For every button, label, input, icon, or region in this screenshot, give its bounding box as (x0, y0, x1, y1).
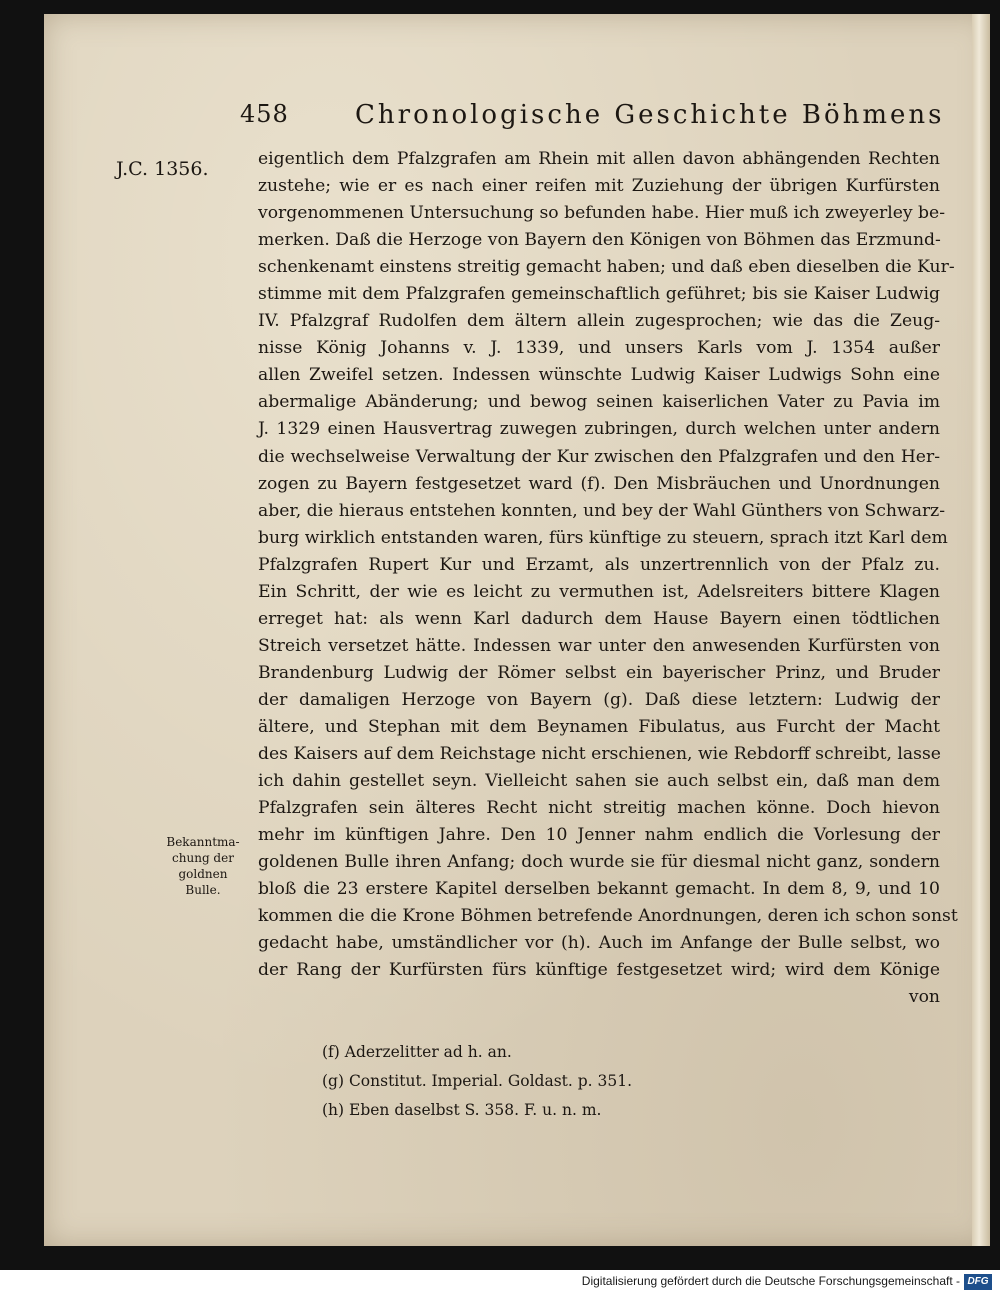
text-line: nisse König Johanns v. J. 1339, und unsers Karls vom J. 1354 außer (258, 338, 940, 359)
text-line: mehr im künftigen Jahre. Den 10 Jenner nahm endlich die Vorlesung der (258, 825, 940, 846)
text-line: gedacht habe, umständlicher vor (h). Auch im Anfange der Bulle selbst, wo (258, 933, 940, 954)
sidenote-line: Bekanntma- (166, 835, 240, 849)
text-line: schenkenamt einstens streitig gemacht haben; und daß eben dieselben die Kur- (258, 257, 955, 278)
text-line: Pfalzgrafen sein älteres Recht nicht streitig machen könne. Doch hievon (258, 798, 940, 819)
text-line: der damaligen Herzoge von Bayern (g). Daß diese letztern: Ludwig der (258, 689, 940, 710)
text-line: aber, die hieraus entstehen konnten, und bey der Wahl Günthers von Schwarz- (258, 500, 946, 521)
margin-year: J.C. 1356. (116, 158, 209, 180)
footer-credit: Digitalisierung gefördert durch die Deutsche Forschungsgemeinschaft - (581, 1274, 960, 1288)
text-line: IV. Pfalzgraf Rudolfen dem ältern allein zugesprochen; wie das die Zeug- (258, 311, 940, 332)
text-line: J. 1329 einen Hausvertrag zuwegen zubringen, durch welchen unter andern (258, 419, 940, 440)
text-line: Brandenburg Ludwig der Römer selbst ein bayerischer Prinz, und Bruder (258, 662, 940, 683)
footnotes (322, 1038, 742, 1125)
page-header (240, 96, 960, 136)
footer-bar (0, 1270, 1000, 1295)
sidenote-line: goldnen (178, 867, 228, 881)
body-text (258, 146, 958, 1012)
text-line: ältere, und Stephan mit dem Beynamen Fibulatus, aus Furcht der Macht (258, 716, 940, 737)
text-line: burg wirklich entstanden waren, fürs künftige zu steuern, sprach itzt Karl dem (258, 527, 948, 548)
text-line: von (908, 987, 940, 1008)
text-line: eigentlich dem Pfalzgrafen am Rhein mit allen davon abhängenden Rechten (258, 149, 940, 169)
margin-sidenote (160, 834, 246, 898)
text-line: merken. Daß die Herzoge von Bayern den Königen von Böhmen das Erzmund- (258, 230, 941, 251)
text-line: Pfalzgrafen Rupert Kur und Erzamt, als unzertrennlich von der Pfalz zu. (258, 554, 940, 575)
text-line: goldenen Bulle ihren Anfang; doch wurde sie für diesmal nicht ganz, sondern (258, 852, 940, 873)
dfg-logo: DFG (964, 1274, 992, 1290)
footnote: (f) Aderzelitter ad h. an. (322, 1043, 512, 1061)
text-line: vorgenommenen Untersuchung so befunden habe. Hier muß ich zweyerley be- (258, 203, 946, 224)
text-line: bloß die 23 erstere Kapitel derselben bekannt gemacht. In dem 8, 9, und 10 (258, 879, 940, 900)
text-line: zustehe; wie er es nach einer reifen mit Zuziehung der übrigen Kurfürsten (258, 176, 940, 197)
text-line: die wechselweise Verwaltung der Kur zwischen den Pfalzgrafen und den Her- (258, 446, 940, 467)
text-line: Ein Schritt, der wie es leicht zu vermuthen ist, Adelsreiters bittere Klagen (258, 581, 940, 602)
text-line: erreget hat: als wenn Karl dadurch dem Hause Bayern einen tödtlichen (258, 608, 940, 629)
running-title: Chronologische Geschichte Böhmens (355, 100, 945, 130)
footnote: (h) Eben daselbst S. 358. F. u. n. m. (322, 1101, 602, 1119)
text-line: des Kaisers auf dem Reichstage nicht erschienen, wie Rebdorff schreibt, lasse (258, 744, 941, 765)
text-line: abermalige Abänderung; und bewog seinen kaiserlichen Vater zu Pavia im (258, 392, 940, 413)
text-line: der Rang der Kurfürsten fürs künftige festgesetzet wird; wird dem Könige (258, 960, 940, 981)
text-line: allen Zweifel setzen. Indessen wünschte Ludwig Kaiser Ludwigs Sohn eine (258, 365, 940, 386)
text-line: zogen zu Bayern festgesetzet ward (f). Den Misbräuchen und Unordnungen (258, 473, 940, 494)
text-line: stimme mit dem Pfalzgrafen gemeinschaftlich geführet; bis sie Kaiser Ludwig (258, 284, 940, 305)
sidenote-line: chung der (172, 851, 234, 865)
page-edge (972, 14, 990, 1246)
text-line: Streich versetzet hätte. Indessen war unter den anwesenden Kurfürsten von (258, 635, 940, 656)
footnote: (g) Constitut. Imperial. Goldast. p. 351. (322, 1072, 633, 1090)
sidenote-line: Bulle. (185, 883, 221, 897)
text-line: kommen die die Krone Böhmen betrefende Anordnungen, deren ich schon sonst (258, 906, 958, 927)
text-line: ich dahin gestellet seyn. Vielleicht sahen sie auch selbst ein, daß man dem (258, 771, 940, 792)
page-number: 458 (240, 100, 289, 128)
